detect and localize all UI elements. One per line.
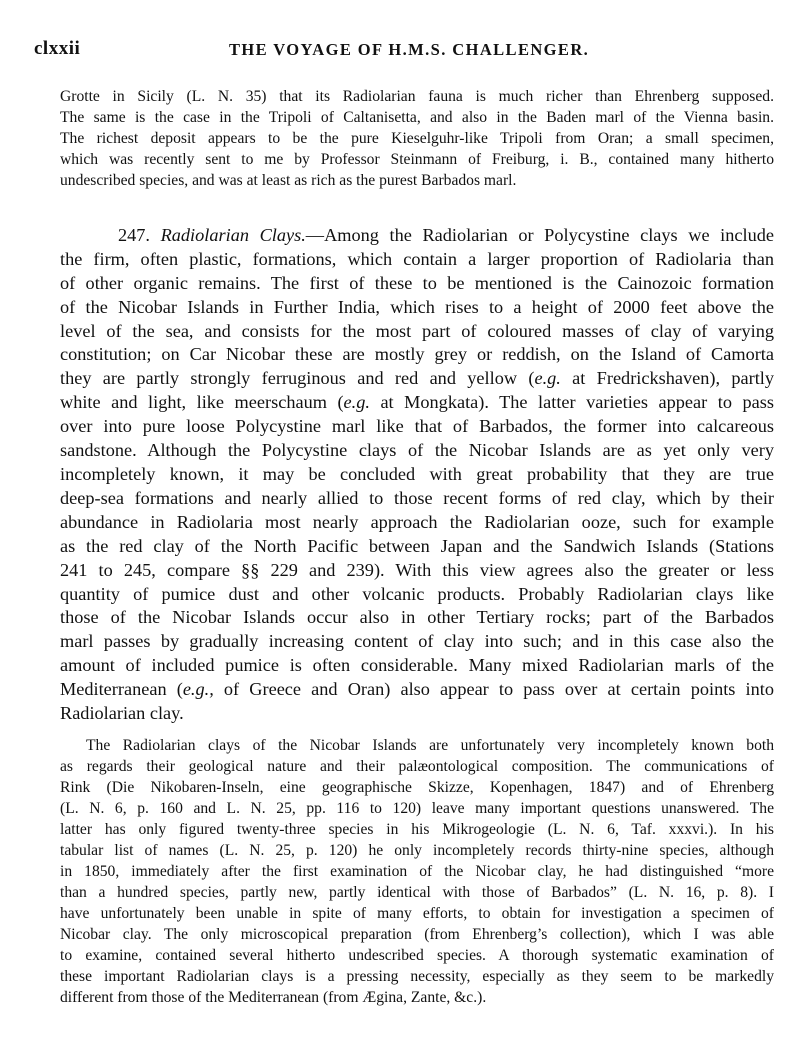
text-line: amount of included pumice is often considerable. Many mixed Radiolarian marls of the: [60, 655, 774, 675]
text-fragment: —Among the Radiolarian or Polycystine clays we include: [305, 225, 774, 245]
text-fragment-italic: e.g.: [534, 368, 561, 388]
text-line: The Radiolarian clays of the Nicobar Islands are unfortunately very incompletely known both: [86, 737, 774, 754]
page-header: [34, 38, 774, 68]
text-line: constitution; on Car Nicobar these are mostly grey or reddish, on the Island of Camorta: [60, 344, 774, 364]
text-line: (L. N. 6, p. 160 and L. N. 25, pp. 116 to 120) leave many important questions unanswered. The: [60, 800, 774, 817]
text-line: those of the Nicobar Islands occur also in other Tertiary rocks; part of the Barbados: [60, 607, 774, 627]
section-first-line: [118, 225, 774, 246]
text-fragment-italic: e.g.,: [182, 679, 214, 699]
text-line: different from those of the Mediterranean (from Ægina, Zante, &c.).: [60, 989, 487, 1006]
text-line: over into pure loose Polycystine marl like that of Barbados, the former into calcareous: [60, 416, 774, 436]
text-line: incompletely known, it may be concluded with great probability that they are true: [60, 464, 774, 484]
text-fragment: white and light, like meerschaum (: [60, 392, 344, 412]
text-line: deep-sea formations and nearly allied to those recent forms of red clay, which by their: [60, 488, 774, 508]
text-line: [60, 368, 774, 389]
text-fragment: Mediterranean (: [60, 679, 183, 699]
text-line: to examine, contained several hitherto undescribed species. A thorough systematic examination of: [60, 947, 774, 964]
section-heading: Radiolarian Clays.: [160, 225, 306, 245]
text-line: undescribed species, and was at least as rich as the purest Barbados marl.: [60, 172, 517, 189]
text-line: the firm, often plastic, formations, which contain a larger proportion of Radiolaria than: [60, 249, 774, 269]
text-line: Radiolarian clay.: [60, 703, 184, 723]
text-line: Grotte in Sicily (L. N. 35) that its Radiolarian fauna is much richer than Ehrenberg supposed.: [60, 88, 774, 105]
text-line: The same is the case in the Tripoli of Caltanisetta, and also in the Baden marl of the Vienna basin.: [60, 109, 774, 126]
text-line: The richest deposit appears to be the pure Kieselguhr-like Tripoli from Oran; a small specimen,: [60, 130, 774, 147]
page-number: clxxii: [34, 38, 81, 59]
text-line: quantity of pumice dust and other volcanic products. Probably Radiolarian clays like: [60, 584, 774, 604]
text-line: these important Radiolarian clays is a pressing necessity, especially as they seem to be markedly: [60, 968, 774, 985]
text-line: 241 to 245, compare §§ 229 and 239). With this view agrees also the greater or less: [60, 560, 774, 580]
text-fragment: at Mongkata). The latter varieties appear to pass: [369, 392, 774, 412]
text-line: sandstone. Although the Polycystine clays of the Nicobar Islands are as yet only very: [60, 440, 774, 460]
text-line: abundance in Radiolaria most nearly approach the Radiolarian ooze, such for example: [60, 512, 774, 532]
text-line: in 1850, immediately after the first examination of the Nicobar clay, he had distinguished “more: [60, 863, 774, 880]
text-line: latter has only figured twenty-three species in his Mikrogeologie (L. N. 6, Taf. xxxvi.). In his: [60, 821, 774, 838]
text-line: of other organic remains. The first of these to be mentioned is the Cainozoic formation: [60, 273, 774, 293]
text-line: tabular list of names (L. N. 25, p. 120) he only incompletely records thirty-nine species, although: [60, 842, 774, 859]
text-line: [60, 392, 774, 413]
text-line: Nicobar clay. The only microscopical preparation (from Ehrenberg’s collection), which I was able: [60, 926, 774, 943]
text-line: than a hundred species, partly new, partly identical with those of Barbados” (L. N. 16, p. 8). I: [60, 884, 774, 901]
section-number: 247.: [118, 225, 150, 245]
text-line: of the Nicobar Islands in Further India, which rises to a height of 2000 feet above the: [60, 297, 774, 317]
text-line: as the red clay of the North Pacific between Japan and the Sandwich Islands (Stations: [60, 536, 774, 556]
text-line: have unfortunately been unable in spite of many efforts, to obtain for investigation a specimen of: [60, 905, 774, 922]
text-line: as regards their geological nature and their palæontological composition. The communications of: [60, 758, 774, 775]
text-fragment: of Greece and Oran) also appear to pass over at certain points into: [213, 679, 774, 699]
text-line: which was recently sent to me by Professor Steinmann of Freiburg, i. B., contained many hitherto: [60, 151, 774, 168]
text-line: level of the sea, and consists for the most part of coloured masses of clay of varying: [60, 321, 774, 341]
text-fragment: at Fredrickshaven), partly: [560, 368, 774, 388]
text-fragment-italic: e.g.: [343, 392, 370, 412]
text-fragment: they are partly strongly ferruginous and red and yellow (: [60, 368, 535, 388]
text-line: [60, 679, 774, 700]
running-title: THE VOYAGE OF H.M.S. CHALLENGER.: [229, 40, 590, 59]
text-line: Rink (Die Nikobaren-Inseln, eine geographische Skizze, Kopenhagen, 1847) and of Ehrenberg: [60, 779, 774, 796]
text-line: marl passes by gradually increasing content of clay into such; and in this case also the: [60, 631, 774, 651]
